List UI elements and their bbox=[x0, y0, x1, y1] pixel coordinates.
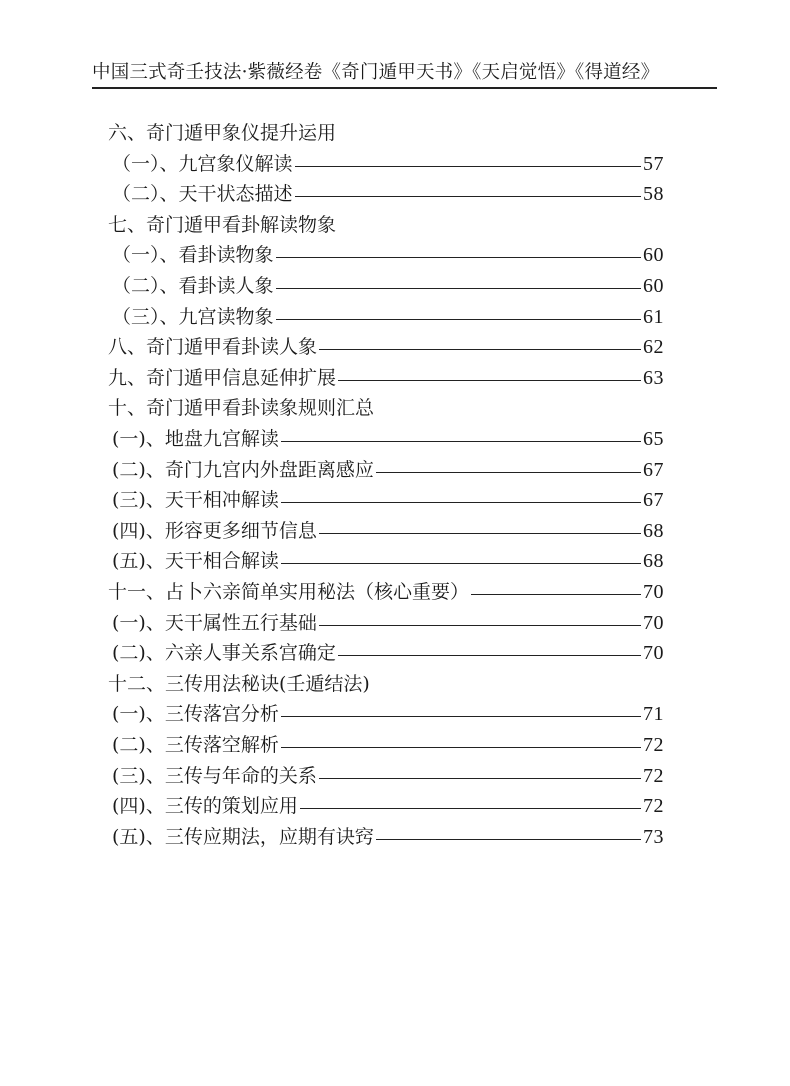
toc-section-heading bbox=[108, 666, 668, 696]
toc-entry bbox=[108, 819, 668, 849]
toc-leader-line bbox=[338, 655, 641, 656]
toc-leader-line bbox=[471, 594, 641, 595]
toc-entry bbox=[108, 237, 668, 267]
toc-entry-title: (一)、三传落宫分析 bbox=[112, 703, 279, 726]
toc-entry-title: （二）、天干状态描述 bbox=[112, 183, 293, 206]
toc-page-number: 70 bbox=[643, 642, 664, 665]
toc-leader-line bbox=[276, 288, 641, 289]
toc-entry bbox=[108, 176, 668, 206]
toc-entry-title: （三）、九宫读物象 bbox=[112, 305, 274, 328]
toc-entry-title: 九、奇门遁甲信息延伸扩展 bbox=[108, 366, 337, 389]
toc-page-number: 62 bbox=[643, 336, 664, 359]
toc-entry bbox=[108, 574, 668, 604]
toc-entry bbox=[108, 727, 668, 757]
toc-section-heading bbox=[108, 115, 668, 145]
toc-page-number: 60 bbox=[643, 244, 664, 267]
toc-entry bbox=[108, 360, 668, 390]
scan-specks bbox=[283, 880, 323, 884]
toc-entry-title: 六、奇门遁甲象仪提升运用 bbox=[108, 122, 337, 144]
toc-entry bbox=[108, 758, 668, 788]
toc-page-number: 58 bbox=[643, 183, 664, 206]
toc-leader-line bbox=[281, 747, 641, 748]
toc-entry-title: 八、奇门遁甲看卦读人象 bbox=[108, 336, 318, 359]
toc-entry bbox=[108, 329, 668, 359]
toc-entry-title: （二）、看卦读人象 bbox=[112, 275, 274, 297]
toc-entry bbox=[108, 452, 668, 482]
toc-leader-line bbox=[276, 257, 641, 258]
toc-leader-line bbox=[295, 196, 641, 197]
toc-section-heading bbox=[108, 207, 668, 237]
toc-entry-title: (一)、地盘九宫解读 bbox=[112, 428, 279, 450]
toc-section-heading bbox=[108, 390, 668, 420]
toc-leader-line bbox=[319, 778, 641, 779]
toc-page-number: 61 bbox=[643, 305, 664, 328]
toc-entry-title: （一）、看卦读物象 bbox=[112, 244, 274, 267]
toc-entry-title: 七、奇门遁甲看卦解读物象 bbox=[108, 213, 337, 236]
toc-entry bbox=[108, 605, 668, 635]
toc-entry-title: 十、奇门遁甲看卦读象规则汇总 bbox=[108, 397, 375, 420]
toc-entry-title: (四)、形容更多细节信息 bbox=[112, 519, 317, 542]
toc-page-number: 72 bbox=[643, 795, 664, 818]
toc-entry-title: (二)、三传落空解析 bbox=[112, 734, 279, 756]
toc-entry bbox=[108, 146, 668, 176]
toc-page-number: 71 bbox=[643, 703, 664, 726]
toc-page-number: 70 bbox=[643, 611, 664, 634]
toc-page-number: 70 bbox=[643, 581, 664, 603]
toc-leader-line bbox=[295, 166, 641, 167]
toc-leader-line bbox=[281, 716, 641, 717]
toc-entry bbox=[108, 268, 668, 298]
toc-entry-title: (三)、天干相冲解读 bbox=[112, 489, 279, 512]
toc-entry-title: (二)、奇门九宫内外盘距离感应 bbox=[112, 458, 374, 481]
running-header: 中国三式奇壬技法·紫薇经卷《奇门遁甲天书》《天启觉悟》《得道经》 bbox=[92, 62, 660, 83]
toc-page-number: 63 bbox=[643, 366, 664, 389]
toc-leader-line bbox=[281, 502, 641, 503]
toc-entry bbox=[108, 543, 668, 573]
toc-entry-title: 十一、占卜六亲简单实用秘法（核心重要） bbox=[108, 581, 470, 603]
toc-entry bbox=[108, 513, 668, 543]
toc-leader-line bbox=[376, 839, 641, 840]
toc-page-number: 57 bbox=[643, 152, 664, 175]
toc-page-number: 73 bbox=[643, 825, 664, 848]
toc-leader-line bbox=[281, 441, 641, 442]
toc-page-number: 68 bbox=[643, 519, 664, 542]
toc-entry bbox=[108, 696, 668, 726]
toc-entry-title: (四)、三传的策划应用 bbox=[112, 795, 298, 818]
toc-entry bbox=[108, 299, 668, 329]
toc-entry bbox=[108, 421, 668, 451]
toc-leader-line bbox=[276, 319, 641, 320]
toc-page-number: 68 bbox=[643, 550, 664, 573]
toc-page-number: 67 bbox=[643, 489, 664, 512]
toc-entry-title: (三)、三传与年命的关系 bbox=[112, 764, 317, 787]
toc-entry bbox=[108, 482, 668, 512]
toc-page-number: 72 bbox=[643, 734, 664, 756]
toc-page-number: 67 bbox=[643, 458, 664, 481]
toc-leader-line bbox=[281, 563, 641, 564]
toc-leader-line bbox=[319, 349, 641, 350]
toc-leader-line bbox=[338, 380, 641, 381]
toc-entry-title: （一）、九宫象仪解读 bbox=[112, 152, 293, 175]
toc-entry-title: (二)、六亲人事关系宫确定 bbox=[112, 642, 336, 665]
toc-page-number: 60 bbox=[643, 275, 664, 297]
toc-leader-line bbox=[319, 625, 641, 626]
toc-leader-line bbox=[319, 533, 641, 534]
toc-page-number: 65 bbox=[643, 428, 664, 450]
toc-leader-line bbox=[376, 472, 641, 473]
toc-leader-line bbox=[300, 808, 641, 809]
toc-entry-title: (五)、天干相合解读 bbox=[112, 550, 279, 573]
header-rule bbox=[92, 87, 717, 89]
toc-entry bbox=[108, 788, 668, 818]
toc-entry-title: 十二、三传用法秘诀(壬遁结法) bbox=[108, 672, 370, 695]
toc-entry-title: (一)、天干属性五行基础 bbox=[112, 611, 317, 634]
toc-entry-title: (五)、三传应期法，应期有诀窍 bbox=[112, 825, 374, 848]
toc-page-number: 72 bbox=[643, 764, 664, 787]
toc-entry bbox=[108, 635, 668, 665]
